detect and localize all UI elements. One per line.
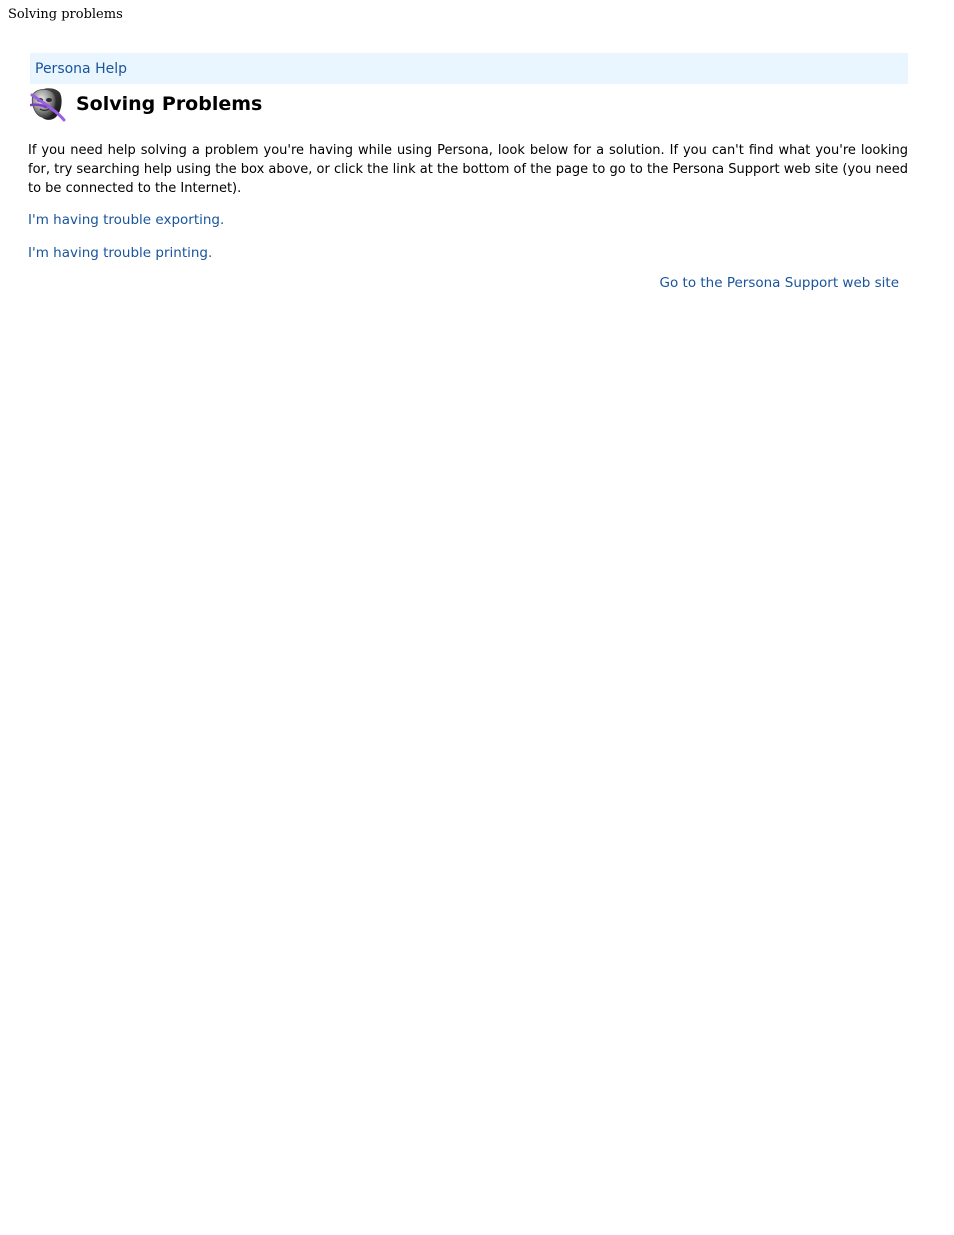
document-title: Solving problems [8, 7, 123, 22]
help-header-bar [30, 53, 908, 84]
page-title: Solving Problems [76, 93, 263, 115]
persona-help-link[interactable]: Persona Help [35, 61, 127, 77]
support-website-link[interactable]: Go to the Persona Support web site [659, 275, 899, 291]
intro-paragraph: If you need help solving a problem you're having while using Persona, look below for a solution. If you can't find what you're looking for, try searching help using the box above, or click the link at the bottom of the page to go to the Persona Support web site (you need to be connected to the Internet). [28, 143, 908, 196]
trouble-exporting-link[interactable]: I'm having trouble exporting. [28, 212, 225, 228]
page-heading [30, 85, 262, 123]
persona-mask-icon [30, 85, 66, 123]
trouble-printing-link[interactable]: I'm having trouble printing. [28, 245, 213, 261]
